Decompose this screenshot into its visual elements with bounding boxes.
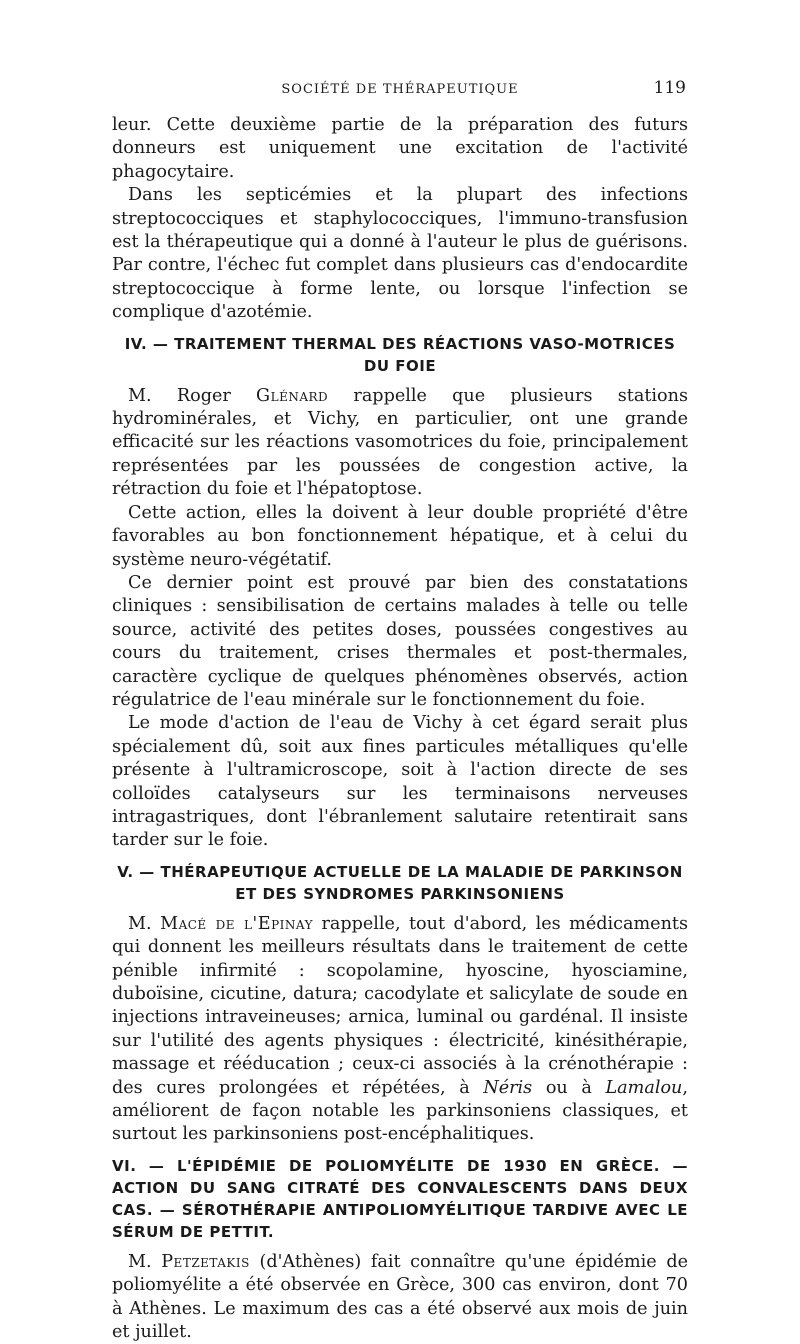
author-name: Macé de l'Epinay xyxy=(160,913,314,934)
section-heading-vi: VI. — L'ÉPIDÉMIE DE POLIOMYÉLITE DE 1930 EN GRÈCE. — ACTION DU SANG CITRATÉ DES CONVALESCENTS DANS DEUX CAS. — SÉROTHÉRAPIE ANTIPOLIOMYÉLITIQUE TARDIVE AVEC LE SÉRUM DE PETTIT. xyxy=(112,1156,688,1241)
page-header xyxy=(110,78,690,102)
running-title: SOCIÉTÉ DE THÉRAPEUTIQUE xyxy=(281,82,519,97)
place-name: Néris xyxy=(483,1077,533,1098)
paragraph: leur. Cette deuxième partie de la préparation des futurs donneurs est uniquement une excitation de l'activité phagocytaire. xyxy=(112,115,688,182)
section-heading-iv: IV. — TRAITEMENT THERMAL DES RÉACTIONS VASO-MOTRICES DU FOIE xyxy=(124,334,676,375)
text-run: M. Roger xyxy=(128,385,257,406)
author-name: Glénard xyxy=(256,385,329,406)
author-name: Petzetakis xyxy=(161,1251,250,1272)
text-run: M. xyxy=(128,1251,162,1272)
text-run: M. xyxy=(128,913,161,934)
paragraph: Ce dernier point est prouvé par bien des constatations cliniques : sensibilisation de certains malades à telle ou telle source, activité des petites doses, poussées congestives au cours du traitement, crises thermales et post-thermales, caractère cyclique de quelques phénomènes observés, action régulatrice de l'eau minérale sur le fonctionnement du foie. xyxy=(112,572,688,710)
section-heading-v: V. — THÉRAPEUTIQUE ACTUELLE DE LA MALADIE DE PARKINSON ET DES SYNDROMES PARKINSONIENS xyxy=(117,862,683,903)
page-body xyxy=(112,114,688,1344)
paragraph xyxy=(112,1251,688,1344)
text-run: rappelle, tout d'abord, les médicaments qui donnent les meilleurs résultats dans le traitement de cette pénible infirmité : scopolamine, hyoscine, hyosciamine, duboïsine, cicutine, datura; cacodylate et salicylate de soude en injections intraveineuses; arnica, luminal ou gardénal. Il insiste sur l'utilité des agents physiques : électricité, kinésithérapie, massage et rééducation ; ceux-ci associés à la crénothérapie : des cures prolongées et répétées, à xyxy=(112,913,689,1098)
text-run: rappelle que plusieurs stations hydrominérales, et Vichy, en particulier, ont une grande efficacité sur les réactions vasomotrices du foie, principalement représentées par les poussées de congestion active, la rétraction du foie et l'hépatoptose. xyxy=(112,385,688,500)
text-run: (d'Athènes) fait connaître qu'une épidémie de poliomyélite a été observée en Grèce, 300 cas environ, dont 70 à Athènes. Le maximum des cas a été observé aux mois de juin et juillet. xyxy=(112,1251,688,1343)
paragraph xyxy=(112,913,688,1147)
paragraph: Le mode d'action de l'eau de Vichy à cet égard serait plus spécialement dû, soit aux fines particules métalliques qu'elle présente à l'ultramicroscope, soit à l'action directe de ses colloïdes catalyseurs sur les terminaisons nerveuses intragastriques, dont l'ébranlement salutaire retentirait sans tarder sur le foie. xyxy=(112,713,688,851)
page-number: 119 xyxy=(653,78,686,98)
paragraph: Dans les septicémies et la plupart des infections streptococciques et staphylococciques, l'immuno-transfusion est la thérapeutique qui a donné à l'auteur le plus de guérisons. Par contre, l'échec fut complet dans plusieurs cas d'endocardite streptococcique à forme lente, ou lorsque l'infection se complique d'azotémie. xyxy=(112,185,688,323)
paragraph xyxy=(112,385,688,502)
paragraph: Cette action, elles la doivent à leur double propriété d'être favorables au bon fonctionnement hépatique, et à celui du système neuro-végétatif. xyxy=(112,502,688,570)
place-name: Lamalou xyxy=(605,1077,683,1098)
text-run: , améliorent de façon notable les parkinsoniens classiques, et surtout les parkinsoniens post-encéphalitiques. xyxy=(112,1077,688,1145)
text-run: ou à xyxy=(532,1077,606,1098)
